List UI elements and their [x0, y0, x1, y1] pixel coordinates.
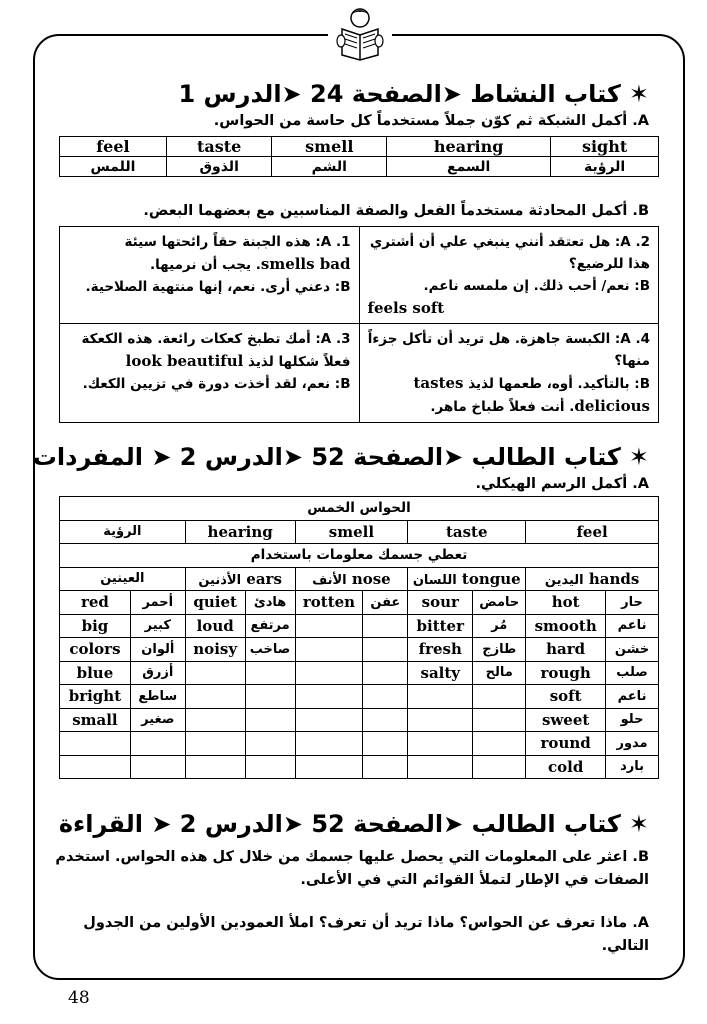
organ-hands: اليدين hands: [526, 567, 659, 591]
table-row: round مدور: [60, 732, 659, 756]
table-row: blue أزرق salty مالح rough صلب: [60, 661, 659, 685]
dialogue-1: 1. A: هذه الجبنة حقاً رائحتها سيئة smells bad. يجب أن نرميها. B: دعني أرى. نعم، إنها منتهية الصلاحية.: [60, 227, 360, 324]
section1-title: ✶كتاب النشاط ➤الصفحة 24 ➤الدرس 1: [178, 80, 649, 108]
organ-eyes: العينين: [60, 567, 186, 591]
diagram-sense-sight: الرؤية: [60, 520, 186, 544]
sense-en-sight: sight: [551, 137, 659, 157]
dialogue-2: 2. A: هل تعتقد أنني ينبغي علي أن أشتري هذا للرضيع؟ B: نعم/ أحب ذلك. إن ملمسه ناعم. feels soft: [359, 227, 659, 324]
table-row: cold بارد: [60, 755, 659, 779]
sense-en-feel: feel: [60, 137, 167, 157]
section3-para-b: B. اعثر على المعلومات التي يحصل عليها جسمك من خلال كل هذه الحواس. استخدم الصفات في الإطار لتملأ القوائم التي في الأعلى.: [55, 849, 649, 888]
star-icon: ✶: [628, 443, 649, 471]
section3-para-a: A. ماذا تعرف عن الحواس؟ ماذا تريد أن تعرف؟ املأ العمودين الأولين من الجدول التالي.: [83, 915, 649, 954]
page-number: 48: [68, 988, 90, 1008]
table-row: bright ساطع soft ناعم: [60, 685, 659, 709]
section1-instruction-b: B. أكمل المحادثة مستخدماً الفعل والصفة المناسبين مع بعضهما البعض.: [143, 203, 649, 219]
sense-en-taste: taste: [166, 137, 272, 157]
diagram-sense-hearing: hearing: [185, 520, 295, 544]
table-row: colors ألوان noisy صاخب fresh طازج hard خشن: [60, 638, 659, 662]
star-icon: ✶: [628, 80, 649, 108]
organ-nose: الأنف nose: [295, 567, 408, 591]
senses-diagram: [59, 496, 659, 779]
organ-ears: الأذنين ears: [185, 567, 295, 591]
reader-logo: [328, 5, 392, 61]
diagram-sense-feel: feel: [526, 520, 659, 544]
dialogue-table: [59, 226, 659, 423]
dialogue-4: 4. A: الكبسة جاهزة. هل تريد أن تأكل جزءاً منها؟ B: بالتأكيد. أوه، طعمها لذيذ tastes delicious. أنت فعلاً طباخ ماهر.: [359, 324, 659, 423]
diagram-sense-smell: smell: [295, 520, 408, 544]
section3-title: ✶كتاب الطالب ➤الصفحة 52 ➤الدرس 2 ➤ القراءة: [58, 810, 649, 838]
diagram-subheader: تعطي جسمك معلومات باستخدام: [60, 544, 659, 568]
sense-ar-feel: اللمس: [60, 157, 167, 177]
sense-en-hearing: hearing: [387, 137, 551, 157]
sense-ar-smell: الشم: [272, 157, 387, 177]
senses-grid: [59, 136, 659, 177]
diagram-header: الحواس الخمس: [60, 497, 659, 521]
section1-instruction-a: A. أكمل الشبكة ثم كوّن جملاً مستخدماً كل حاسة من الحواس.: [213, 113, 649, 129]
table-row: red أحمر quiet هادئ rotten عفن sour حامض hot حار: [60, 591, 659, 615]
table-row: big كبير loud مرتفع bitter مُر smooth ناعم: [60, 614, 659, 638]
sense-en-smell: smell: [272, 137, 387, 157]
dialogue-3: 3. A: أمك تطبخ كعكات رائعة. هذه الكعكة فعلاً شكلها لذيذ look beautiful B: نعم، لقد أخذت دورة في تزيين الكعك.: [60, 324, 360, 423]
sense-ar-taste: الذوق: [166, 157, 272, 177]
section2-title: ✶كتاب الطالب ➤الصفحة 52 ➤الدرس 2 ➤ المفردات: [32, 443, 649, 471]
table-row: small صغير sweet حلو: [60, 708, 659, 732]
sense-ar-sight: الرؤية: [551, 157, 659, 177]
organ-tongue: اللسان tongue: [408, 567, 526, 591]
sense-ar-hearing: السمع: [387, 157, 551, 177]
section2-instruction-a: A. أكمل الرسم الهيكلي.: [475, 476, 649, 492]
diagram-sense-taste: taste: [408, 520, 526, 544]
star-icon: ✶: [628, 810, 649, 838]
